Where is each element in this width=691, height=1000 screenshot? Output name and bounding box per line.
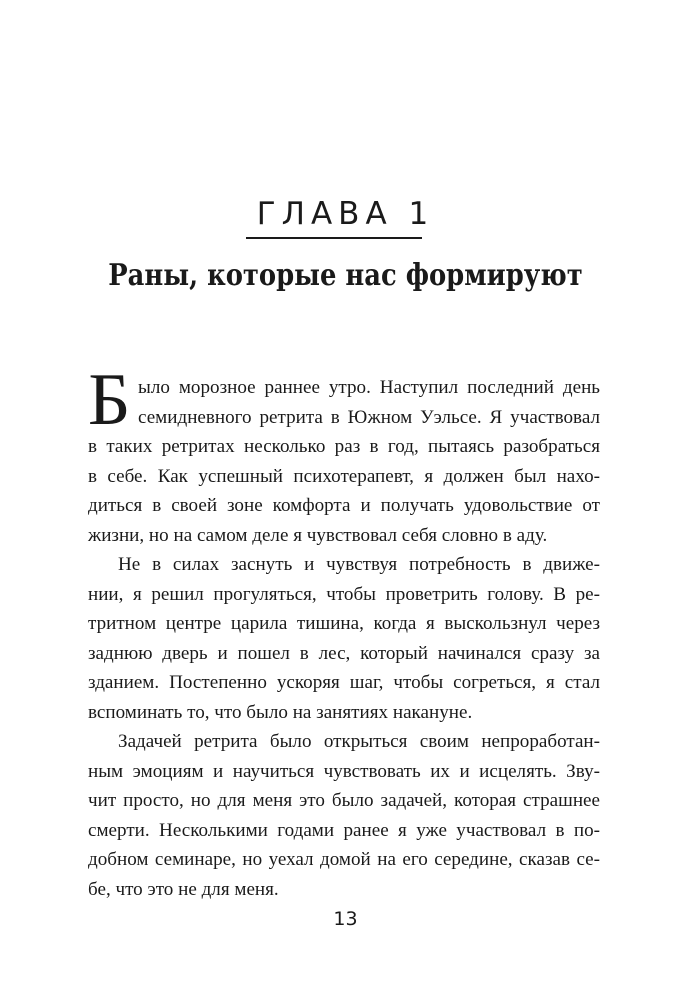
text-line: нии, я решил прогуляться, чтобы проветрить голову. В ре-	[88, 583, 600, 605]
drop-cap: Б	[88, 359, 131, 441]
chapter-label: ГЛАВА 1	[256, 196, 435, 232]
text-line: семидневного ретрита в Южном Уэльсе. Я участвовал	[138, 406, 600, 428]
body-text	[88, 373, 600, 904]
text-line: диться в своей зоне комфорта и получать удовольствие от	[88, 495, 600, 516]
page-number: 13	[333, 908, 358, 930]
text-line: смерти. Несколькими годами ранее я уже участвовал в по-	[88, 819, 600, 841]
text-line: бе, что это не для меня.	[88, 878, 279, 900]
text-line: в себе. Как успешный психотерапевт, я должен был нахо-	[88, 465, 600, 487]
chapter-rule	[246, 237, 422, 239]
text-line: жизни, но на самом деле я чувствовал себя словно в аду.	[88, 524, 548, 546]
text-line: ным эмоциям и научиться чувствовать их и исцелять. Зву-	[88, 760, 600, 782]
text-line: Не в силах заснуть и чувствуя потребность в движе-	[118, 554, 600, 575]
paragraph-2	[88, 550, 600, 727]
text-line: чит просто, но для меня это было задачей, которая страшнее	[88, 790, 600, 811]
text-line: заднюю дверь и пошел в лес, который начинался сразу за	[88, 642, 600, 664]
text-line: тритном центре царила тишина, когда я выскользнул через	[88, 613, 600, 634]
text-line: Задачей ретрита было открыться своим непроработан-	[118, 731, 600, 752]
text-line: в таких ретритах несколько раз в год, пытаясь разобраться	[88, 436, 600, 457]
paragraph-3	[88, 727, 600, 904]
paragraph-1	[88, 373, 600, 550]
text-line: зданием. Постепенно ускоряя шаг, чтобы согреться, я стал	[88, 672, 600, 693]
chapter-title: Раны, которые нас формируют	[108, 258, 583, 293]
text-line: вспоминать то, что было на занятиях накануне.	[88, 701, 473, 723]
text-line: добном семинаре, но уехал домой на его середине, сказав се-	[88, 849, 600, 870]
text-line: ыло морозное раннее утро. Наступил последний день	[138, 377, 600, 398]
